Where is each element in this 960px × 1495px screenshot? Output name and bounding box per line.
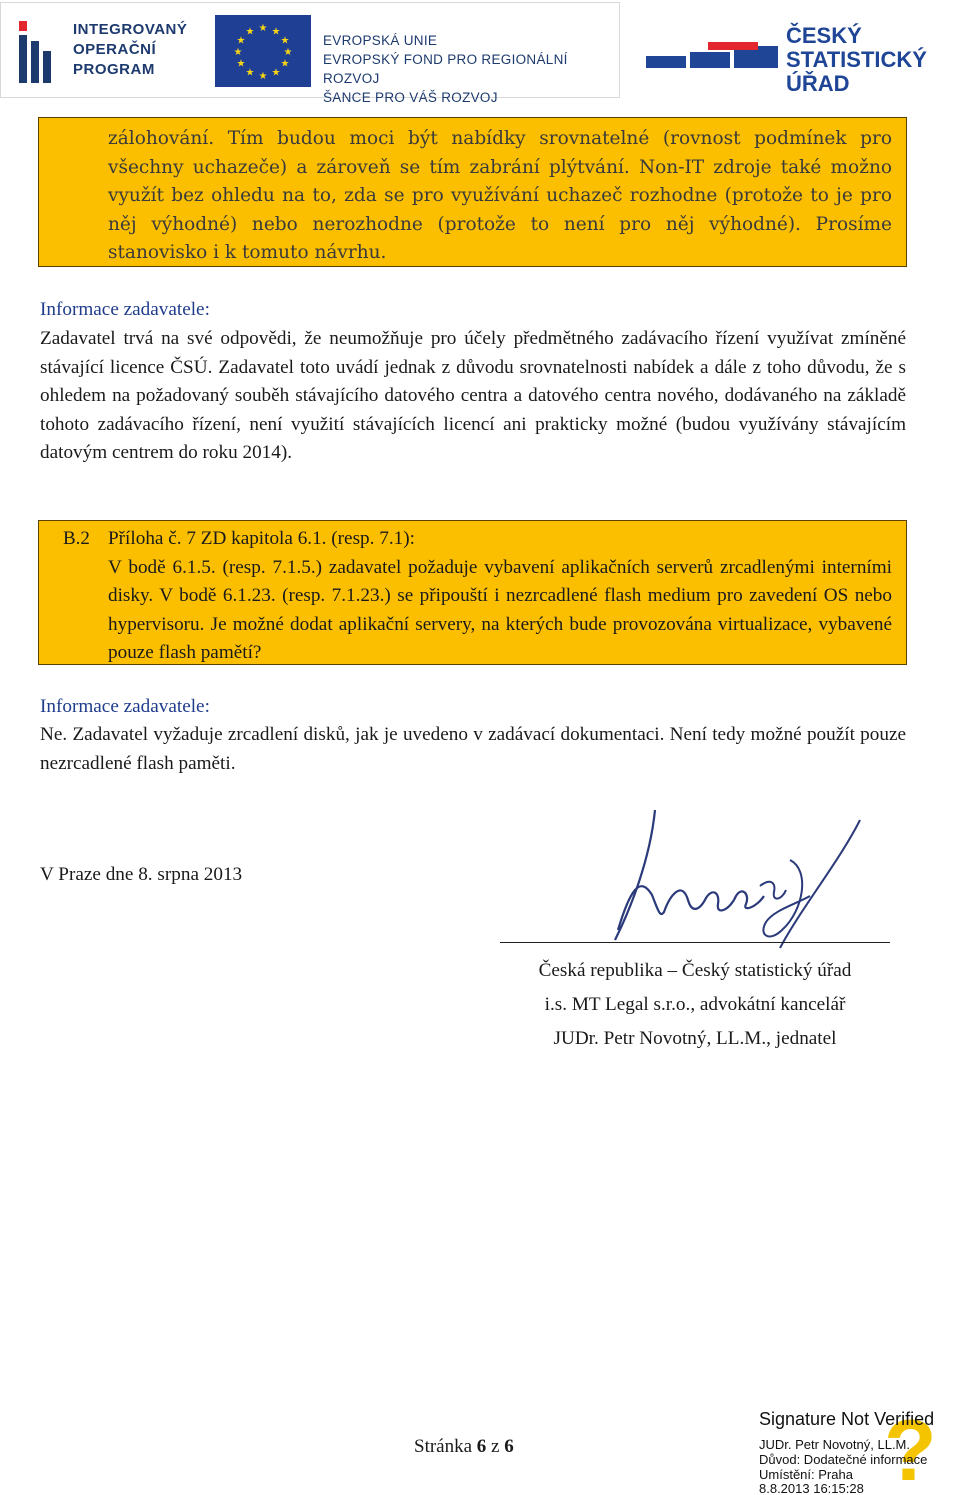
svg-text:★: ★ [271,67,281,79]
iop-logo-icon [19,21,61,83]
svg-text:★: ★ [233,47,243,58]
csu-line-1: ČESKÝ [786,23,862,48]
signatory-line-2: i.s. MT Legal s.r.o., advokátní kancelář [544,994,846,1015]
svg-text:★: ★ [258,71,268,82]
iop-line-1: INTEGROVANÝ [73,21,188,38]
answer-2-text: Ne. Zadavatel vyžaduje zrcadlení disků, jak je uvedeno v zadávací dokumentaci. Není tedy možné použít pouze nezrcadlené flash paměti. [40,724,906,774]
question-1-text: zálohování. Tím budou moci být nabídky srovnatelné (rovnost podmínek pro všechny uchazeče) a zároveň se tím zabrání plýtvání. Non-IT zdroje také možno využít bez ohledu na to, zda se pro využívání uchazeč rozhodne (protože to je pro něj výhodné) nebo nerozhodne (protože to není pro něj výhodné). Prosíme stanovisko i k tomuto návrhu. [108,128,892,264]
signatory-line-3: JUDr. Petr Novotný, LL.M., jednatel [553,1028,837,1049]
csu-line-3: ÚŘAD [786,71,850,96]
svg-text:★: ★ [258,23,268,34]
csu-logo-icon [646,42,781,82]
signatory-line-1: Česká republika – Český statistický úřad [538,960,852,981]
signature-timestamp: 8.8.2013 16:15:28 [759,1481,864,1495]
svg-text:★: ★ [280,58,290,70]
signature-line [500,942,890,943]
signature-signer: JUDr. Petr Novotný, LL.M. [759,1437,910,1452]
svg-text:★: ★ [280,35,290,47]
question-box-2 [38,520,907,665]
eu-line-1: EVROPSKÁ UNIE [323,33,438,48]
eu-line-2: EVROPSKÝ FOND PRO REGIONÁLNÍ ROZVOJ [323,52,568,86]
svg-text:★: ★ [283,47,293,58]
svg-text:★: ★ [236,35,246,47]
page-prefix: Stránka [414,1436,473,1457]
iop-line-3: PROGRAM [73,61,155,78]
answer-2-heading: Informace zadavatele: [40,696,210,717]
svg-text:★: ★ [245,26,255,38]
svg-text:★: ★ [271,26,281,38]
document-date: V Praze dne 8. srpna 2013 [40,864,243,885]
page-current: 6 [476,1436,487,1457]
page-sep: z [491,1436,500,1457]
question-mark-icon: ? [884,1403,937,1495]
eu-logo-text [323,31,619,107]
digital-signature-stamp [756,1403,960,1495]
svg-text:★: ★ [236,58,246,70]
csu-line-2: STATISTICKÝ [786,47,927,72]
question-2-number: B.2 [63,528,90,549]
handwritten-signature [560,800,940,950]
page-total: 6 [504,1436,514,1457]
iop-line-2: OPERAČNÍ [73,41,157,58]
page-number [414,1436,514,1458]
csu-logo [646,22,936,102]
signature-status: Signature Not Verified [759,1409,935,1429]
signature-location: Umístění: Praha [759,1467,853,1482]
eu-flag-icon [215,15,311,87]
question-2-title: Příloha č. 7 ZD kapitola 6.1. (resp. 7.1): [108,528,415,549]
svg-text:★: ★ [245,67,255,79]
csu-logo-text [786,24,927,96]
question-2-text: V bodě 6.1.5. (resp. 7.1.5.) zadavatel požaduje vybavení aplikačních serverů zrcadlenými interními disky. V bodě 6.1.23. (resp. 7.1.23.) se připouští i nezrcadlené flash medium pro zavedení OS nebo hypervisoru. Je možné dodat aplikační servery, na kterých bude provozována virtualizace, vybavené pouze flash pamětí? [108,556,892,664]
answer-1-text: Zadavatel trvá na své odpovědi, že neumožňuje pro účely předmětného zadávacího řízení využívat zmíněné stávající licence ČSÚ. Zadavatel toto uvádí jednak z důvodu srovnatelnosti nabídek a dále z toho důvodu, že s ohledem na požadovaný souběh stávajícího datového centra a datového centra nového, dodávaného na základě tohoto zadávacího řízení, není využití stávajících licencí ani prakticky možné (budou využívány stávajícím datovým centrem do roku 2014). [40,328,906,464]
eu-line-3: ŠANCE PRO VÁŠ ROZVOJ [323,90,498,105]
logo-strip [0,2,620,105]
answer-1-heading: Informace zadavatele: [40,299,210,320]
signatory-block [490,954,900,1056]
question-box-1 [38,117,907,267]
iop-logo-text [73,20,187,80]
signature-reason: Důvod: Dodatečné informace [759,1452,928,1467]
